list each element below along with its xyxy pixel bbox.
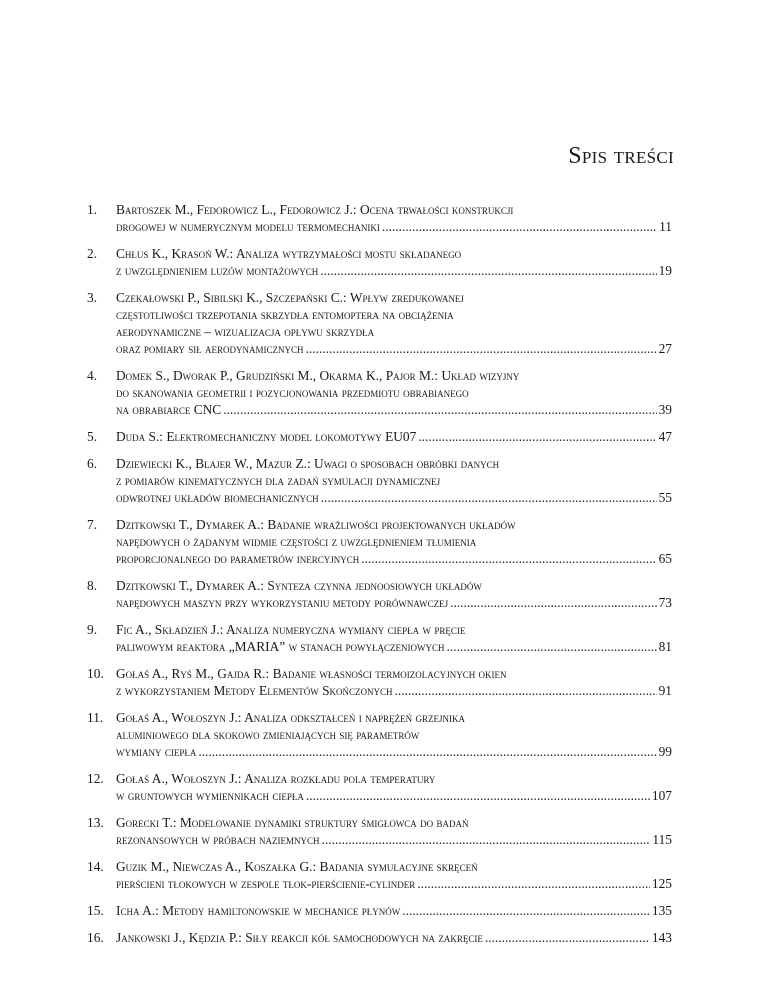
toc-entry-line: Dzitkowski T., Dymarek A.: Synteza czynna jednoosiowych układów: [116, 578, 482, 593]
toc-entry-line: napędowych o żądanym widmie częstości z uwzględnieniem tłumienia: [116, 534, 477, 549]
toc-page-number: 19: [658, 263, 672, 278]
toc-entry-line: [116, 428, 672, 445]
toc-entry-text: [116, 902, 672, 919]
dot-leader: [418, 428, 656, 445]
toc-entry-text: [116, 770, 672, 804]
toc-entry-line: Czekałowski P., Sibilski K., Szczepański C.: Wpływ zredukowanej: [116, 290, 464, 305]
toc-entry-text: [116, 929, 672, 946]
table-of-contents: [87, 201, 672, 956]
toc-page-number: 39: [658, 402, 672, 417]
toc-entry-number: 11.: [87, 710, 104, 725]
toc-entry-number: 13.: [87, 815, 104, 830]
toc-entry-number: 12.: [87, 771, 104, 786]
toc-entry-line-text: napędowych maszyn przy wykorzystaniu metody porównawczej: [116, 595, 449, 610]
page-title: Spis treści: [568, 143, 674, 169]
toc-entry-line-text: Jankowski J., Kędzia P.: Siły reakcji kół samochodowych na zakręcie: [116, 930, 483, 945]
toc-entry-line: Gorecki T.: Modelowanie dynamiki struktury śmigłowca do badań: [116, 815, 469, 830]
toc-entry-number: 6.: [87, 456, 98, 471]
toc-entry[interactable]: [87, 289, 672, 357]
toc-entry-number: 1.: [87, 202, 98, 217]
toc-entry-line-text: rezonansowych w próbach naziemnych: [116, 832, 320, 847]
toc-entry-number: 3.: [87, 290, 98, 305]
toc-entry-line: Guzik M., Niewczas A., Koszałka G.: Badania symulacyjne skręceń: [116, 859, 478, 874]
toc-entry-line: Gołaś A., Wołoszyn J.: Analiza odkształceń i naprężeń grzejnika: [116, 710, 465, 725]
toc-entry-line-text: odwrotnej układów biomechanicznych: [116, 490, 319, 505]
toc-entry-line: [116, 787, 672, 804]
dot-leader: [382, 218, 657, 235]
toc-entry-number: 15.: [87, 903, 104, 918]
toc-entry-line-text: drogowej w numerycznym modelu termomechaniki: [116, 219, 380, 234]
toc-entry-line-text: proporcjonalnego do parametrów inercyjnych: [116, 551, 360, 566]
toc-entry[interactable]: [87, 516, 672, 567]
toc-page-number: 135: [651, 903, 672, 918]
toc-entry-number: 9.: [87, 622, 98, 637]
toc-entry-number: 4.: [87, 368, 98, 383]
dot-leader: [450, 594, 656, 611]
toc-entry[interactable]: [87, 858, 672, 892]
toc-entry-text: [116, 428, 672, 445]
toc-page-number: 91: [658, 683, 672, 698]
toc-entry-number: 7.: [87, 517, 98, 532]
toc-entry-line: [116, 638, 672, 655]
toc-entry-text: [116, 245, 672, 279]
dot-leader: [320, 262, 656, 279]
toc-entry-text: [116, 858, 672, 892]
toc-entry-line: Domek S., Dworak P., Grudziński M., Okarma K., Pajor M.: Układ wizyjny: [116, 368, 520, 383]
toc-entry[interactable]: [87, 709, 672, 760]
toc-entry-line: Bartoszek M., Fedorowicz L., Fedorowicz J.: Ocena trwałości konstrukcji: [116, 202, 514, 217]
toc-entry-number: 16.: [87, 930, 104, 945]
toc-entry-line: z pomiarów kinematycznych dla zadań symulacji dynamicznej: [116, 473, 441, 488]
toc-entry-line: Dziewiecki K., Blajer W., Mazur Z.: Uwagi o sposobach obróbki danych: [116, 456, 500, 471]
dot-leader: [322, 831, 651, 848]
toc-page-number: 115: [652, 832, 672, 847]
toc-entry-text: [116, 201, 672, 235]
toc-entry-text: [116, 621, 672, 655]
dot-leader: [447, 638, 657, 655]
toc-entry-line: Dzitkowski T., Dymarek A.: Badanie wrażliwości projektowanych układów: [116, 517, 516, 532]
toc-entry-line-text: pierścieni tłokowych w zespole tłok-pierścienie-cylinder: [116, 876, 416, 891]
toc-page-number: 27: [658, 341, 672, 356]
toc-page-number: 47: [658, 429, 672, 444]
toc-entry[interactable]: [87, 621, 672, 655]
toc-entry-number: 10.: [87, 666, 104, 681]
toc-entry[interactable]: [87, 455, 672, 506]
toc-entry-line: [116, 262, 672, 279]
toc-page-number: 107: [651, 788, 672, 803]
toc-entry-line: [116, 743, 672, 760]
toc-entry-line-text: Duda S.: Elektromechaniczny model lokomotywy EU07: [116, 429, 417, 444]
toc-page-number: 125: [651, 876, 672, 891]
toc-entry-line: [116, 682, 672, 699]
toc-entry-number: 2.: [87, 246, 98, 261]
dot-leader: [395, 682, 657, 699]
toc-entry-line: Gołaś A., Ryś M., Gajda R.: Badanie własności termoizolacyjnych okien: [116, 666, 507, 681]
toc-entry-line: [116, 340, 672, 357]
toc-entry-line-text: wymiany ciepła: [116, 744, 197, 759]
toc-entry[interactable]: [87, 428, 672, 445]
toc-entry-line: Gołaś A., Wołoszyn J.: Analiza rozkładu pola temperatury: [116, 771, 436, 786]
toc-entry-line: [116, 550, 672, 567]
toc-entry[interactable]: [87, 201, 672, 235]
toc-entry-text: [116, 516, 672, 567]
toc-entry-line: Fic A., Składzień J.: Analiza numeryczna wymiany ciepła w pręcie: [116, 622, 466, 637]
toc-entry[interactable]: [87, 245, 672, 279]
toc-entry-line-text: z uwzględnieniem luzów montażowych: [116, 263, 319, 278]
toc-entry[interactable]: [87, 770, 672, 804]
toc-entry-text: [116, 455, 672, 506]
toc-entry-line-text: oraz pomiary sił aerodynamicznych: [116, 341, 304, 356]
toc-entry-line: [116, 401, 672, 418]
toc-entry-text: [116, 709, 672, 760]
toc-entry-line: aerodynamiczne – wizualizacja opływu skrzydła: [116, 324, 375, 339]
toc-entry[interactable]: [87, 577, 672, 611]
toc-entry-line-text: Icha A.: Metody hamiltonowskie w mechanice płynów: [116, 903, 401, 918]
dot-leader: [361, 550, 656, 567]
toc-entry-line: częstotliwości trzepotania skrzydła entomoptera na obciążenia: [116, 307, 454, 322]
toc-page-number: 143: [651, 930, 672, 945]
toc-entry-line: [116, 902, 672, 919]
toc-entry-number: 5.: [87, 429, 98, 444]
toc-entry-line-text: z wykorzystaniem Metody Elementów Skończonych: [116, 683, 393, 698]
toc-page-number: 11: [659, 219, 672, 234]
toc-entry[interactable]: [87, 929, 672, 946]
toc-entry[interactable]: [87, 367, 672, 418]
toc-page-number: 81: [658, 639, 672, 654]
dot-leader: [321, 489, 657, 506]
toc-entry-number: 8.: [87, 578, 98, 593]
toc-entry-line: aluminiowego dla skokowo zmieniających się parametrów: [116, 727, 420, 742]
toc-page-number: 99: [658, 744, 672, 759]
toc-entry-text: [116, 577, 672, 611]
toc-entry-line-text: paliwowym reaktora „MARIA” w stanach powyłączeniowych: [116, 639, 445, 654]
toc-entry[interactable]: [87, 902, 672, 919]
toc-entry-number: 14.: [87, 859, 104, 874]
dot-leader: [198, 743, 656, 760]
toc-entry-text: [116, 367, 672, 418]
toc-entry-line: [116, 875, 672, 892]
dot-leader: [306, 787, 650, 804]
dot-leader: [417, 875, 650, 892]
toc-entry-text: [116, 665, 672, 699]
toc-entry-text: [116, 289, 672, 357]
toc-entry-line: do skanowania geometrii i pozycjonowania przedmiotu obrabianego: [116, 385, 469, 400]
toc-entry-line: [116, 218, 672, 235]
toc-entry-line-text: na obrabiarce CNC: [116, 402, 222, 417]
toc-entry-line: [116, 594, 672, 611]
toc-entry-line: [116, 489, 672, 506]
toc-entry-line: [116, 831, 672, 848]
dot-leader: [402, 902, 650, 919]
toc-entry-line: Chłus K., Krasoń W.: Analiza wytrzymałości mostu składanego: [116, 246, 462, 261]
toc-entry-text: [116, 814, 672, 848]
toc-page-number: 55: [658, 490, 672, 505]
toc-page-number: 73: [658, 595, 672, 610]
toc-entry-line-text: w gruntowych wymiennikach ciepła: [116, 788, 304, 803]
dot-leader: [306, 340, 657, 357]
toc-page-number: 65: [658, 551, 672, 566]
dot-leader: [485, 929, 650, 946]
dot-leader: [223, 401, 656, 418]
toc-entry[interactable]: [87, 814, 672, 848]
toc-entry-line: [116, 929, 672, 946]
toc-entry[interactable]: [87, 665, 672, 699]
